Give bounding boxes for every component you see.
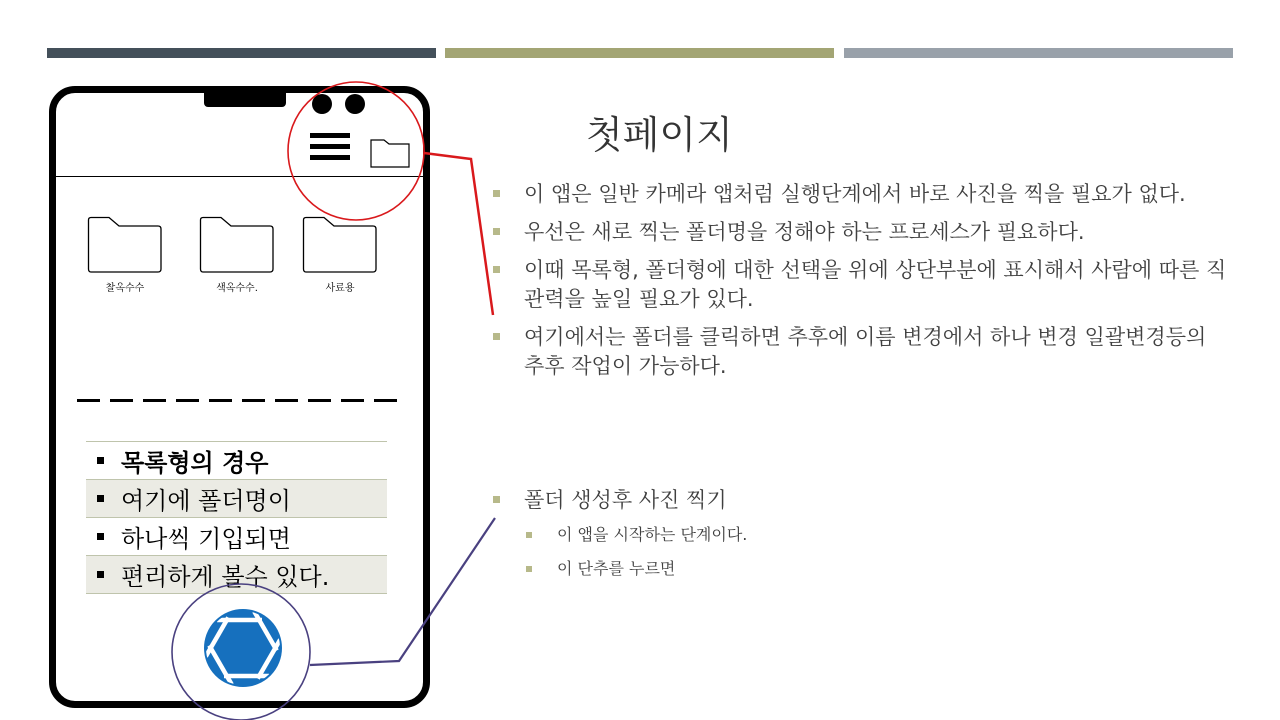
- bullet-item: 여기에서는 폴더를 클릭하면 추후에 이름 변경에서 하나 변경 일괄변경등의 추후 작업이 가능하다.: [493, 323, 1233, 381]
- camera-lens-icon: [345, 94, 365, 114]
- phone-notch: [204, 91, 286, 107]
- hamburger-menu-icon[interactable]: [310, 133, 350, 167]
- camera-shutter-button[interactable]: [203, 608, 283, 688]
- header-divider: [49, 176, 430, 177]
- folder-view-icon[interactable]: [370, 138, 410, 168]
- folder-item[interactable]: [87, 216, 163, 294]
- folder-icon: [199, 216, 275, 274]
- list-item[interactable]: 편리하게 볼수 있다.: [86, 556, 387, 594]
- folder-item[interactable]: [302, 216, 378, 294]
- sub-bullet-item: 이 단추를 누르면: [493, 558, 1193, 580]
- page-title: 첫페이지: [586, 113, 733, 157]
- folder-list: [86, 441, 387, 594]
- bullet-item: 우선은 새로 찍는 폴더명을 정해야 하는 프로세스가 필요하다.: [493, 218, 1233, 247]
- folder-label: 색옥수수.: [216, 283, 258, 294]
- section2-bullets: [493, 486, 1193, 592]
- accent-bar-olive: [445, 48, 834, 58]
- bullet-item: 이 앱은 일반 카메라 앱처럼 실행단계에서 바로 사진을 찍을 필요가 없다.: [493, 180, 1233, 209]
- phone-mockup: [49, 86, 430, 708]
- list-item[interactable]: 목록형의 경우: [86, 442, 387, 480]
- folder-icon: [87, 216, 163, 274]
- list-item[interactable]: 여기에 폴더명이: [86, 480, 387, 518]
- folder-label: 찰옥수수: [105, 283, 145, 294]
- folder-item[interactable]: [199, 216, 275, 294]
- accent-bar-dark: [47, 48, 436, 58]
- sub-bullet-item: 이 앱을 시작하는 단계이다.: [493, 524, 1193, 546]
- folder-label: 사료용: [325, 283, 355, 294]
- section-divider-dashed: [77, 399, 401, 402]
- callout-line-red: [424, 153, 493, 315]
- folder-icon: [302, 216, 378, 274]
- list-item[interactable]: 하나씩 기입되면: [86, 518, 387, 556]
- accent-bar-gray: [844, 48, 1233, 58]
- bullet-item: 이때 목록형, 폴더형에 대한 선택을 위에 상단부분에 표시해서 사람에 따른 직관력을 높일 필요가 있다.: [493, 256, 1233, 314]
- description-bullets: [493, 180, 1233, 390]
- section2-heading: 폴더 생성후 사진 찍기: [493, 486, 1193, 515]
- camera-lens-icon: [312, 94, 332, 114]
